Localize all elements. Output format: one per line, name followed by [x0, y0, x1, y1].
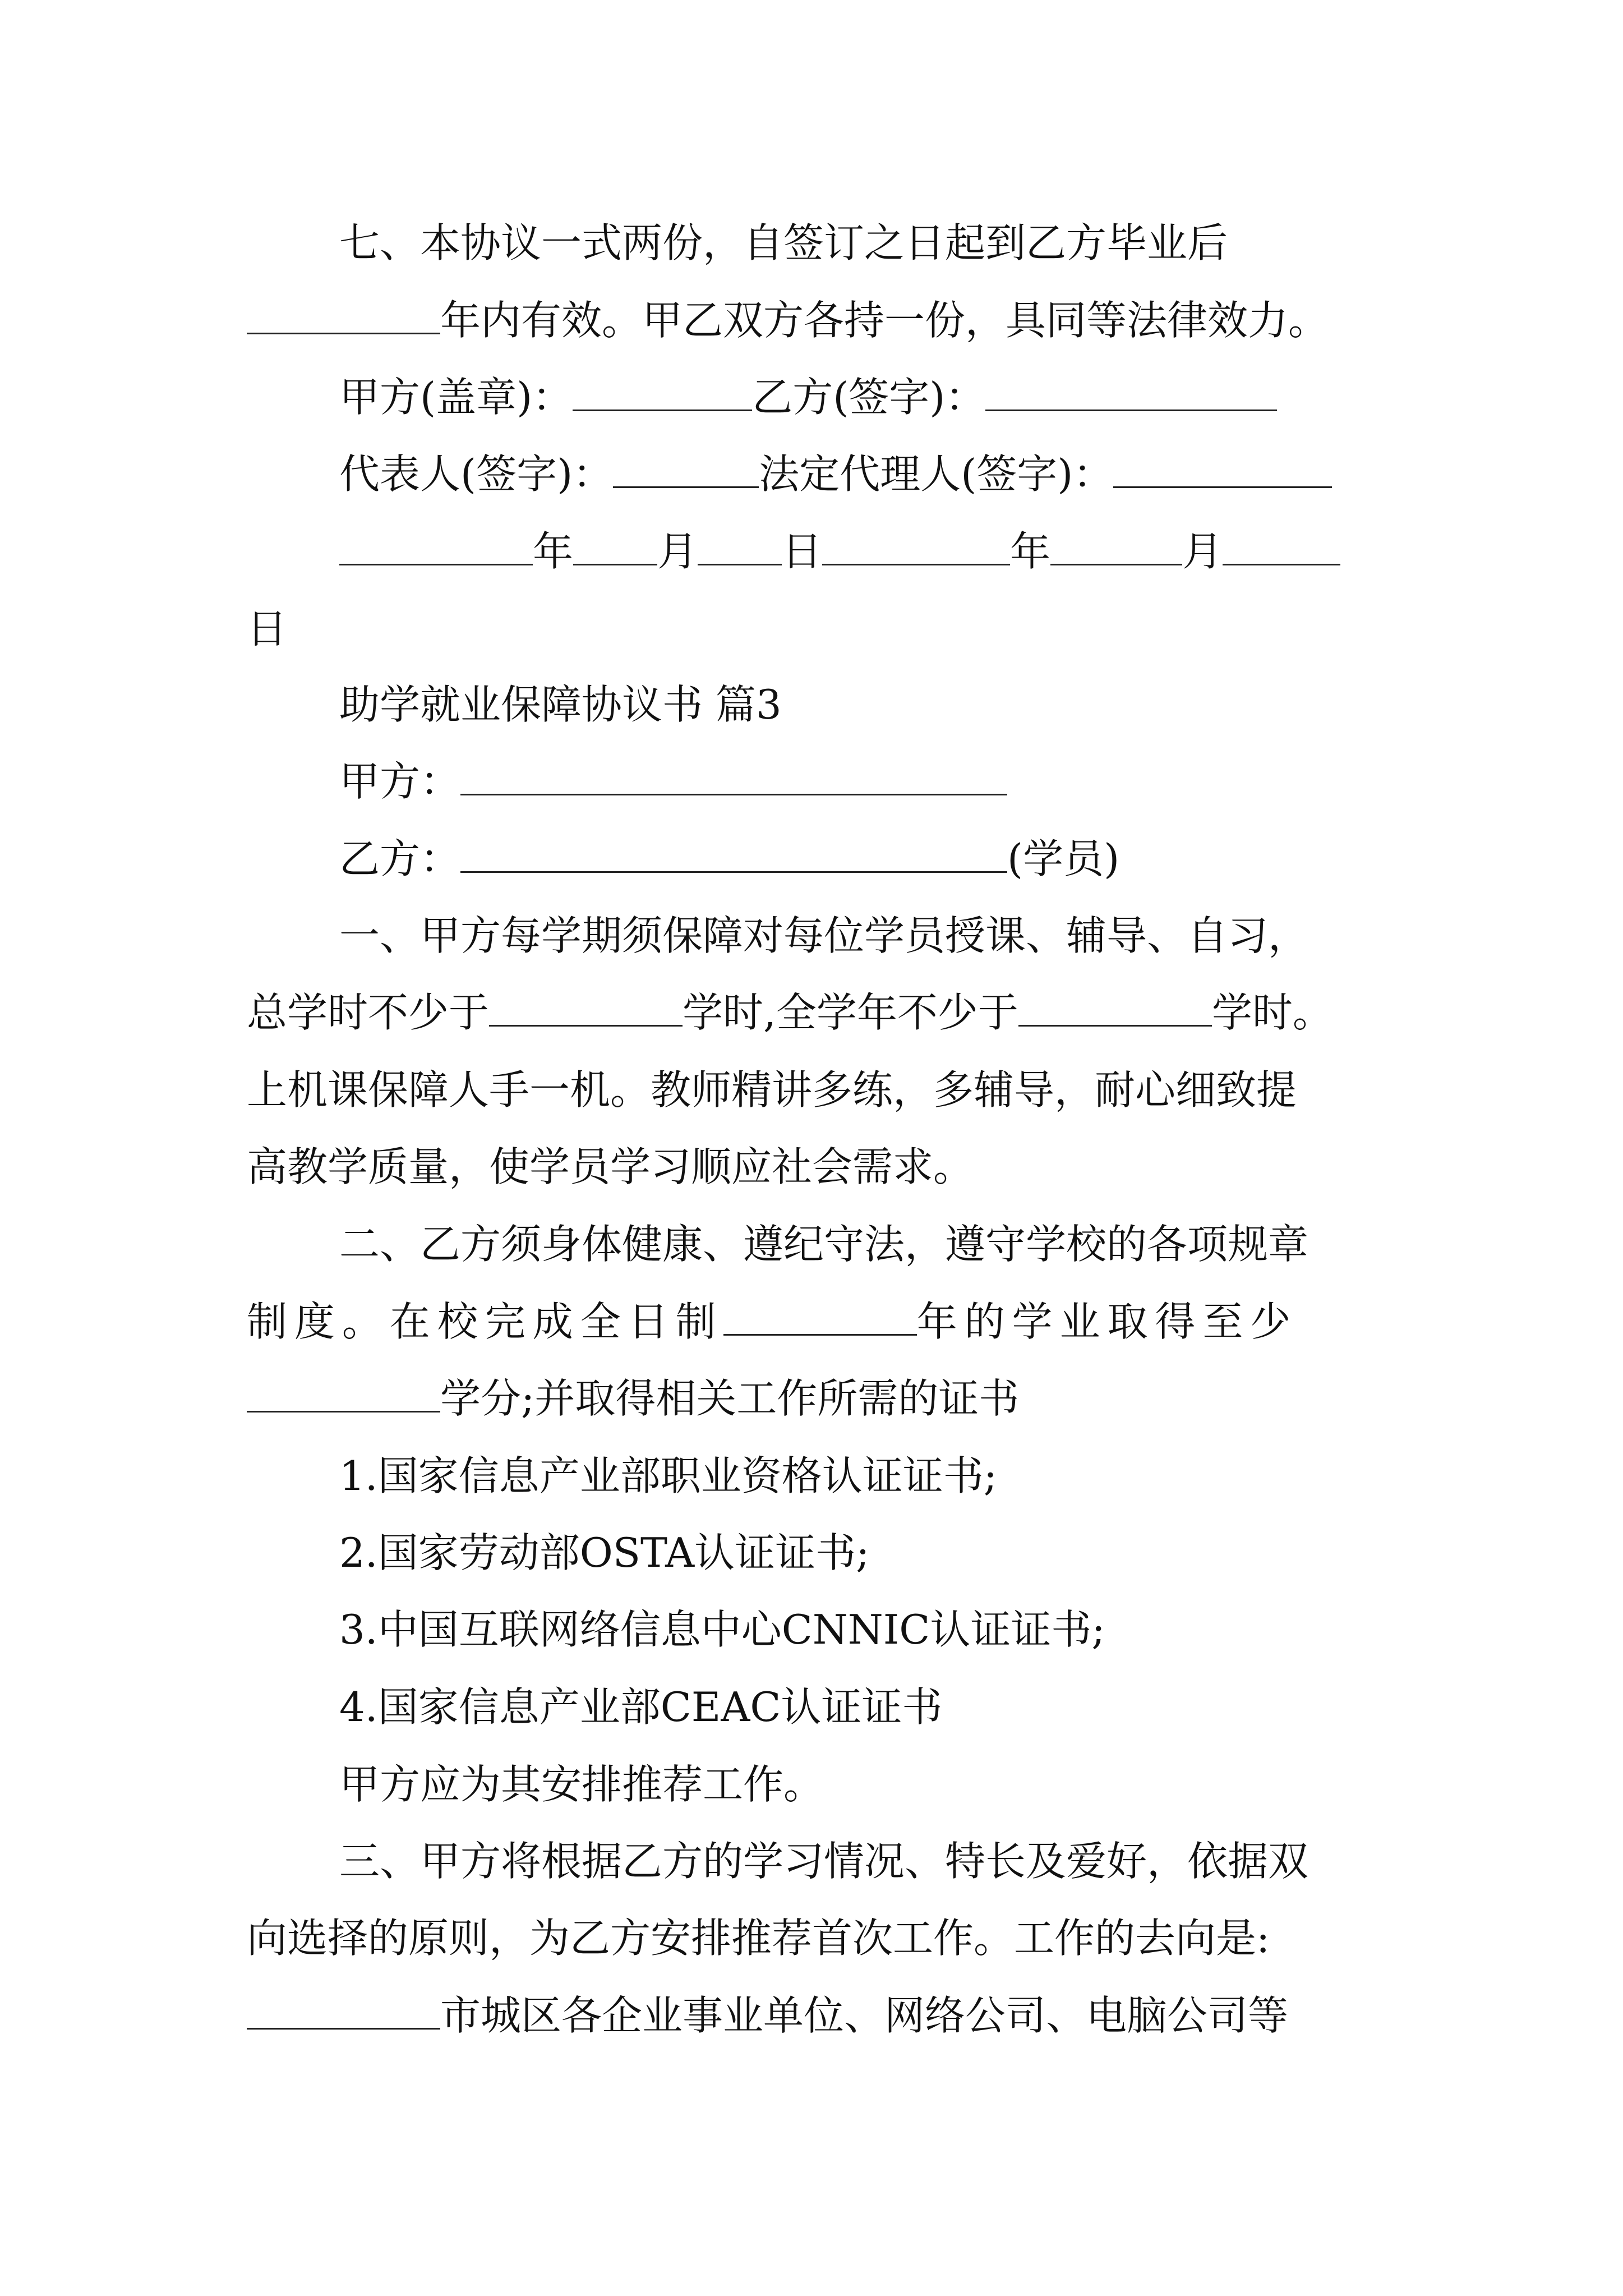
clause3-line1: 三、甲方将根据乙方的学习情况、特长及爱好，依据双 — [339, 1838, 1309, 1885]
clause1-text-b: 学时,全学年不少于 — [683, 989, 1018, 1036]
party-b-label: 乙方： — [339, 835, 461, 882]
party-b-suffix: (学员) — [1007, 835, 1120, 882]
clause3-text: 市城区各企业事业单位、网络公司、电脑公司等 — [440, 1992, 1289, 2039]
blank-years — [247, 298, 440, 334]
date-b-year-blank — [822, 529, 1010, 565]
clause3-line3 — [247, 1989, 1391, 2042]
recommend-line: 甲方应为其安排推荐工作。 — [339, 1761, 824, 1808]
clause2-line1: 二、乙方须身体健康、遵纪守法，遵守学校的各项规章 — [339, 1221, 1309, 1268]
date-a-year-blank — [339, 529, 533, 565]
date-a-month-blank — [573, 529, 657, 565]
clause1-text-a: 总学时不少于 — [247, 989, 490, 1036]
semester-hours-blank — [489, 990, 683, 1027]
party-a-blank — [460, 759, 1007, 795]
representative-blank — [613, 452, 759, 488]
date-b-month-blank — [1050, 529, 1182, 565]
date-b-day: 日 — [247, 605, 288, 652]
clause2-line3 — [247, 1372, 1391, 1425]
signature-line-1 — [339, 370, 1483, 424]
legal-agent-label: 法定代理人(签字)： — [759, 450, 1114, 498]
section7-line2 — [247, 293, 1391, 347]
party-b-blank — [460, 836, 1007, 873]
party-b-line — [339, 832, 1483, 886]
party-a-label: 甲方： — [339, 758, 461, 805]
clause1-line1: 一、甲方每学期须保障对每位学员授课、辅导、自习， — [339, 912, 1309, 959]
clause1-line2 — [247, 986, 1391, 1039]
certificate-item: 3.中国互联网络信息中心CNNIC认证证书; — [339, 1606, 1105, 1653]
party-b-sign-label: 乙方(签字)： — [752, 374, 986, 421]
legal-agent-blank — [1113, 452, 1332, 488]
party-a-line — [339, 754, 1483, 808]
date-b-year: 年 — [1010, 528, 1051, 575]
party-b-sign-blank — [985, 375, 1277, 411]
date-line — [339, 524, 1483, 578]
party-a-seal-blank — [573, 375, 752, 411]
clause2-text-c: 学分;并取得相关工作所需的证书 — [440, 1375, 1020, 1422]
section7-text2: 年内有效。甲乙双方各持一份，具同等法律效力。 — [440, 297, 1329, 344]
date-a-year: 年 — [533, 528, 574, 575]
clause1-line4: 高教学质量，使学员学习顺应社会需求。 — [247, 1143, 974, 1190]
credits-blank — [247, 1376, 440, 1412]
date-a-day: 日 — [782, 528, 823, 575]
clause2-text-b: 年的学业取得至少 — [916, 1298, 1298, 1345]
full-time-years-blank — [723, 1299, 917, 1336]
date-a-month: 月 — [657, 528, 698, 575]
year-hours-blank — [1018, 990, 1212, 1027]
certificate-item: 1.国家信息产业部职业资格认证证书; — [339, 1452, 997, 1499]
date-a-day-blank — [698, 529, 782, 565]
clause2-line2 — [247, 1295, 1391, 1349]
section-title: 助学就业保障协议书 篇3 — [339, 681, 782, 728]
representative-label: 代表人(签字)： — [339, 450, 614, 498]
date-b-day-blank — [1223, 529, 1340, 565]
section7-line1: 七、本协议一式两份，自签订之日起到乙方毕业后 — [339, 219, 1228, 266]
date-b-month: 月 — [1182, 528, 1223, 575]
party-a-seal-label: 甲方(盖章)： — [339, 374, 573, 421]
clause2-text-a: 制度。在校完成全日制 — [247, 1298, 723, 1345]
city-blank — [247, 1993, 440, 2030]
certificate-item: 2.国家劳动部OSTA认证证书; — [339, 1529, 870, 1576]
signature-line-2 — [339, 447, 1483, 501]
certificate-item: 4.国家信息产业部CEAC认证证书 — [339, 1683, 943, 1731]
clause1-line3: 上机课保障人手一机。教师精讲多练，多辅导，耐心细致提 — [247, 1066, 1297, 1114]
clause3-line2: 向选择的原则，为乙方安排推荐首次工作。工作的去向是: — [247, 1915, 1270, 1962]
clause1-text-c: 学时。 — [1211, 989, 1333, 1036]
